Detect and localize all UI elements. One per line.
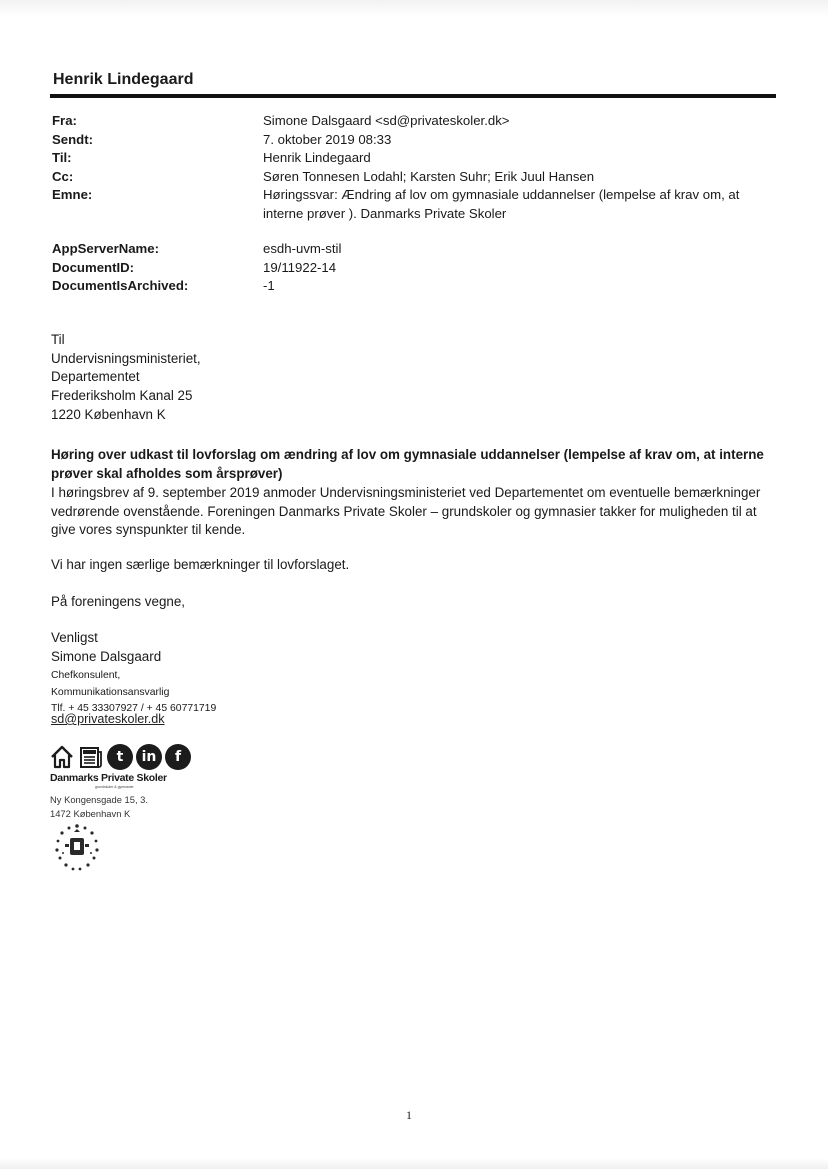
meta-value: 7. oktober 2019 08:33	[263, 131, 392, 147]
address-line: Frederiksholm Kanal 25	[51, 388, 193, 404]
meta-row-documentid	[52, 259, 773, 278]
address-line: Til	[51, 332, 65, 347]
meta-value: esdh-uvm-stil	[263, 241, 342, 256]
organisation-seal-icon	[50, 820, 104, 874]
system-meta-fields	[52, 240, 773, 296]
page-number: 1	[406, 1108, 412, 1122]
scan-edge-top	[0, 0, 828, 16]
address-line: Departementet	[51, 369, 140, 385]
meta-key: DocumentID:	[52, 259, 135, 275]
header-rule	[50, 94, 776, 98]
meta-key: Til:	[52, 150, 72, 165]
organisation-city: 1472 København K	[50, 807, 131, 819]
meta-row-archived	[52, 277, 773, 296]
meta-key: Emne:	[52, 187, 93, 202]
signer-email-link[interactable]: sd@privateskoler.dk	[51, 712, 165, 726]
address-line: 1220 København K	[51, 406, 166, 422]
facebook-icon[interactable]: f	[165, 744, 191, 770]
twitter-icon[interactable]: t	[107, 744, 133, 770]
press-icon[interactable]	[78, 744, 104, 770]
meta-value: Høringssvar: Ændring af lov om gymnasiale uddannelser (lempelse af krav om, at interne prøver ). Danmarks Private Skoler	[263, 187, 740, 221]
meta-value: Simone Dalsgaard <sd@privateskoler.dk>	[263, 113, 510, 128]
meta-row-sent	[52, 131, 773, 150]
meta-key: Fra:	[52, 113, 77, 128]
organisation-address	[50, 793, 148, 820]
linkedin-icon[interactable]: in	[136, 744, 162, 770]
social-icons	[49, 744, 191, 770]
letter-on-behalf: På foreningens vegne,	[51, 594, 186, 609]
signoff	[51, 629, 776, 666]
meta-row-subject	[52, 186, 773, 223]
meta-key: Cc:	[52, 168, 74, 184]
recipient-address	[51, 331, 776, 425]
meta-key: Sendt:	[52, 131, 94, 147]
email-meta-fields	[52, 112, 773, 223]
address-line: Undervisningsministeriet,	[51, 350, 201, 366]
meta-row-cc	[52, 168, 773, 187]
letter-subject: Høring over udkast til lovforslag om ændring af lov om gymnasiale uddannelser (lempelse af krav om, at interne prøver skal afholdes som årsprøver)	[51, 447, 764, 481]
letter-remarks: Vi har ingen særlige bemærkninger til lovforslaget.	[51, 557, 350, 572]
meta-row-to	[52, 149, 773, 168]
signature-details	[51, 668, 216, 718]
meta-value: Søren Tonnesen Lodahl; Karsten Suhr; Erik Juul Hansen	[263, 168, 595, 184]
signer-role: Kommunikationsansvarlig	[51, 686, 170, 698]
greeting: Venligst	[51, 630, 98, 645]
home-icon[interactable]	[49, 744, 75, 770]
meta-row-from	[52, 112, 773, 131]
signer-name: Simone Dalsgaard	[51, 648, 162, 664]
meta-value: -1	[263, 278, 275, 293]
meta-value: Henrik Lindegaard	[263, 150, 371, 165]
scan-edge-bottom	[0, 1158, 828, 1169]
meta-row-appserver	[52, 240, 773, 259]
organisation-logo-text: Danmarks Private Skoler	[50, 772, 167, 784]
signer-phone: Tlf. + 45 33307927 / + 45 60771719	[51, 703, 217, 714]
organisation-street: Ny Kongensgade 15, 3.	[50, 794, 148, 805]
signer-title: Chefkonsulent,	[51, 670, 121, 681]
meta-key: AppServerName:	[52, 241, 160, 256]
sender-name-heading: Henrik Lindegaard	[53, 71, 194, 88]
letter-paragraph: I høringsbrev af 9. september 2019 anmoder Undervisningsministeriet ved Departementet om eventuelle bemærkninger vedrørende ovenstående. Foreningen Danmarks Private Skoler – grundskoler og gymnasier takker for muligheden til at give vores synspunkter til kende.	[51, 485, 761, 538]
meta-value: 19/11922-14	[263, 259, 337, 275]
organisation-logo-tagline: grundskoler & gymnasier	[95, 785, 134, 789]
meta-key: DocumentIsArchived:	[52, 278, 189, 293]
